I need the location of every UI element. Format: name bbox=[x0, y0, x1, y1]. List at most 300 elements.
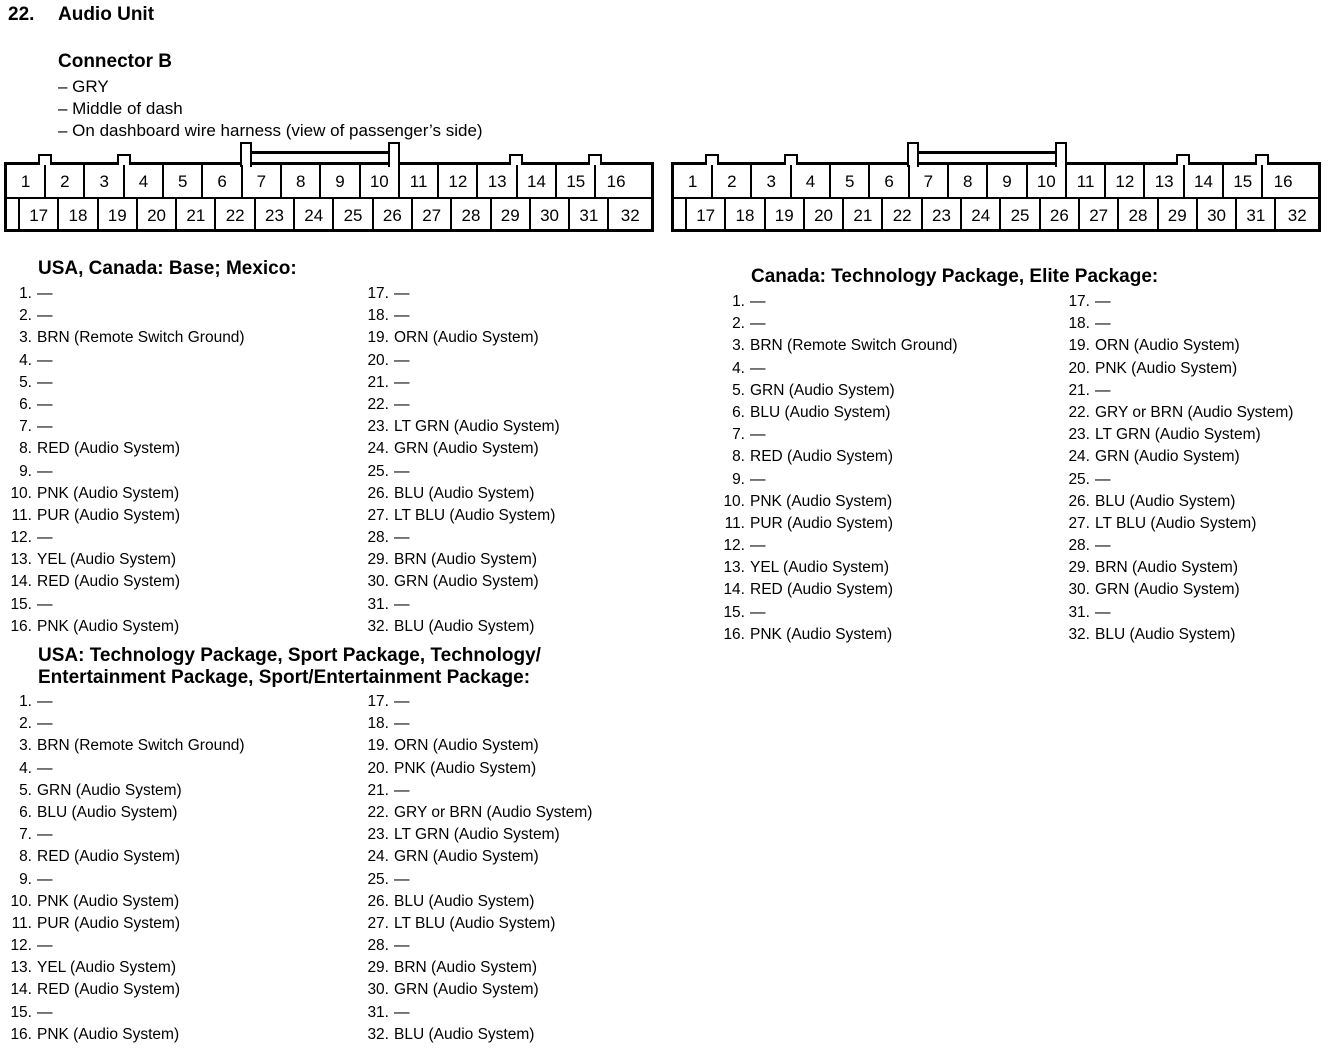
pin-number: 21. bbox=[1068, 381, 1090, 399]
pin-entry bbox=[357, 461, 560, 483]
connector-pin: 9 bbox=[321, 165, 360, 197]
pin-entry bbox=[0, 483, 245, 505]
connector-blank-cell bbox=[7, 199, 20, 231]
connector-pin: 13 bbox=[479, 165, 518, 197]
connector-pin: 17 bbox=[687, 199, 726, 231]
connector-pin: 25 bbox=[1001, 199, 1040, 231]
pin-number: 12. bbox=[10, 937, 32, 955]
pin-number: 23. bbox=[367, 418, 389, 436]
pin-list-canada-tech-left bbox=[713, 291, 958, 646]
connector-harness: – On dashboard wire harness (view of passenger’s side) bbox=[58, 121, 483, 140]
pin-entry bbox=[1058, 424, 1293, 446]
pin-entry bbox=[357, 691, 592, 713]
pin-number: 5. bbox=[732, 381, 745, 399]
pin-entry bbox=[357, 913, 592, 935]
section-title-line: Entertainment Package, Sport/Entertainment Package: bbox=[38, 667, 531, 688]
connector-pin: 8 bbox=[949, 165, 988, 197]
pin-number: 29. bbox=[1068, 559, 1090, 577]
pin-number: 25. bbox=[1068, 470, 1090, 488]
connector-tab bbox=[509, 154, 523, 165]
pin-entry bbox=[1058, 513, 1293, 535]
pin-number: 9. bbox=[19, 870, 32, 888]
pin-entry bbox=[357, 869, 592, 891]
pin-entry bbox=[357, 594, 560, 616]
pin-wire: LT GRN (Audio System) bbox=[394, 826, 560, 844]
pin-entry bbox=[713, 402, 958, 424]
pin-entry bbox=[1058, 491, 1293, 513]
pin-wire: PNK (Audio System) bbox=[37, 617, 180, 635]
pin-number: 13. bbox=[723, 559, 745, 577]
pin-wire: — bbox=[394, 781, 410, 799]
pin-entry bbox=[1058, 579, 1293, 601]
connector-pin: 20 bbox=[138, 199, 177, 231]
pin-entry bbox=[1058, 402, 1293, 424]
pin-number: 1. bbox=[19, 285, 32, 302]
connector-pin: 2 bbox=[46, 165, 85, 197]
pin-entry bbox=[0, 735, 245, 757]
pin-wire: — bbox=[750, 537, 766, 555]
pin-entry bbox=[0, 394, 245, 416]
pin-entry bbox=[0, 616, 245, 638]
connector-tab bbox=[117, 154, 131, 165]
pin-entry bbox=[713, 291, 958, 313]
pin-wire: GRY or BRN (Audio System) bbox=[394, 803, 593, 821]
connector-pin: 10 bbox=[361, 165, 400, 197]
pin-wire: PNK (Audio System) bbox=[37, 892, 180, 910]
section-title-base bbox=[38, 258, 297, 280]
pin-wire: — bbox=[394, 395, 410, 413]
pin-number: 13. bbox=[10, 551, 32, 569]
connector-pin: 5 bbox=[831, 165, 870, 197]
connector-pin: 3 bbox=[86, 165, 125, 197]
pin-number: 16. bbox=[10, 1025, 32, 1043]
pin-number: 15. bbox=[10, 595, 32, 613]
connector-pin: 13 bbox=[1146, 165, 1185, 197]
pin-entry bbox=[1058, 624, 1293, 646]
pin-number: 28. bbox=[1068, 537, 1090, 555]
pin-entry bbox=[713, 313, 958, 335]
pin-wire: LT BLU (Audio System) bbox=[394, 506, 556, 524]
pin-number: 24. bbox=[1068, 448, 1090, 466]
pin-number: 19. bbox=[367, 329, 389, 347]
pin-number: 11. bbox=[11, 914, 32, 932]
pin-entry bbox=[0, 327, 245, 349]
pin-entry bbox=[357, 305, 560, 327]
pin-number: 3. bbox=[732, 337, 745, 355]
connector-location: – Middle of dash bbox=[58, 99, 183, 118]
pin-number: 13. bbox=[10, 959, 32, 977]
pin-entry bbox=[0, 505, 245, 527]
pin-entry bbox=[357, 891, 592, 913]
connector-pin: 18 bbox=[726, 199, 765, 231]
pin-wire: BLU (Audio System) bbox=[394, 892, 535, 910]
pin-wire: GRY or BRN (Audio System) bbox=[1095, 403, 1294, 421]
pin-entry bbox=[357, 527, 560, 549]
pin-entry bbox=[1058, 313, 1293, 335]
pin-entry bbox=[357, 350, 560, 372]
pin-number: 15. bbox=[10, 1003, 32, 1021]
pin-wire: — bbox=[1095, 381, 1111, 399]
connector-pin: 14 bbox=[1185, 165, 1224, 197]
pin-wire: YEL (Audio System) bbox=[37, 551, 176, 569]
pin-wire: GRN (Audio System) bbox=[37, 781, 182, 799]
pin-wire: — bbox=[394, 693, 410, 710]
pin-wire: — bbox=[1095, 537, 1111, 555]
pin-entry bbox=[0, 691, 245, 713]
connector-pin: 30 bbox=[1198, 199, 1237, 231]
pin-number: 23. bbox=[1068, 426, 1090, 444]
pin-wire: — bbox=[394, 1003, 410, 1021]
pin-wire: PNK (Audio System) bbox=[394, 759, 537, 777]
connector-pin: 23 bbox=[256, 199, 295, 231]
pin-entry bbox=[357, 758, 592, 780]
pin-wire: — bbox=[394, 285, 410, 302]
pin-entry bbox=[713, 513, 958, 535]
pin-number: 12. bbox=[10, 529, 32, 547]
pin-wire: — bbox=[394, 351, 410, 369]
pin-wire: — bbox=[1095, 293, 1111, 310]
pin-number: 24. bbox=[367, 440, 389, 458]
pin-number: 32. bbox=[1068, 625, 1090, 643]
pin-wire: ORN (Audio System) bbox=[394, 329, 539, 347]
pin-entry bbox=[0, 416, 245, 438]
connector-pin: 26 bbox=[1041, 199, 1080, 231]
pin-number: 4. bbox=[732, 359, 745, 377]
pin-wire: RED (Audio System) bbox=[750, 581, 893, 599]
connector-pin: 29 bbox=[1159, 199, 1198, 231]
pin-entry bbox=[0, 935, 245, 957]
connector-pin: 30 bbox=[531, 199, 570, 231]
pin-entry bbox=[0, 957, 245, 979]
connector-pin: 7 bbox=[243, 165, 282, 197]
pin-entry bbox=[0, 802, 245, 824]
pin-wire: BLU (Audio System) bbox=[394, 1025, 535, 1043]
pin-number: 10. bbox=[10, 892, 32, 910]
pin-number: 30. bbox=[1068, 581, 1090, 599]
pin-wire: BRN (Audio System) bbox=[394, 551, 537, 569]
pin-number: 22. bbox=[367, 395, 389, 413]
pin-wire: PNK (Audio System) bbox=[1095, 359, 1238, 377]
connector-pin: 16 bbox=[1273, 172, 1293, 191]
pin-entry bbox=[0, 372, 245, 394]
pin-number: 8. bbox=[19, 848, 32, 866]
pin-number: 30. bbox=[367, 981, 389, 999]
pin-list-base-left bbox=[0, 283, 245, 638]
pin-wire: GRN (Audio System) bbox=[750, 381, 895, 399]
pin-entry bbox=[0, 869, 245, 891]
connector-blank-cell bbox=[674, 199, 687, 231]
pin-wire: RED (Audio System) bbox=[750, 448, 893, 466]
pin-number: 12. bbox=[723, 537, 745, 555]
connector-pin: 12 bbox=[439, 165, 478, 197]
pin-number: 7. bbox=[19, 826, 32, 844]
pin-wire: BLU (Audio System) bbox=[1095, 625, 1236, 643]
connector-tab bbox=[38, 154, 52, 165]
pin-wire: BRN (Remote Switch Ground) bbox=[37, 737, 245, 755]
connector-latch-bar bbox=[250, 151, 388, 154]
pin-wire: BLU (Audio System) bbox=[394, 617, 535, 635]
connector-pin: 5 bbox=[164, 165, 203, 197]
pin-entry bbox=[0, 824, 245, 846]
pin-wire: — bbox=[37, 937, 53, 955]
pin-number: 23. bbox=[367, 826, 389, 844]
connector-pin: 11 bbox=[1067, 165, 1106, 197]
connector-tab bbox=[1255, 154, 1269, 165]
pin-entry bbox=[1058, 335, 1293, 357]
pin-wire: — bbox=[37, 351, 53, 369]
pin-entry bbox=[357, 802, 592, 824]
pin-wire: GRN (Audio System) bbox=[394, 440, 539, 458]
pin-number: 17. bbox=[1068, 293, 1090, 310]
pin-entry bbox=[357, 935, 592, 957]
pin-wire: PNK (Audio System) bbox=[37, 484, 180, 502]
pin-entry bbox=[357, 713, 592, 735]
pin-entry bbox=[0, 780, 245, 802]
pin-wire: BLU (Audio System) bbox=[1095, 492, 1236, 510]
pin-wire: — bbox=[394, 307, 410, 325]
connector-pin: 12 bbox=[1106, 165, 1145, 197]
pin-entry bbox=[0, 594, 245, 616]
pin-number: 31. bbox=[367, 595, 389, 613]
pin-entry bbox=[357, 571, 560, 593]
pin-number: 11. bbox=[724, 514, 745, 532]
pin-number: 14. bbox=[10, 573, 32, 591]
pin-number: 7. bbox=[732, 426, 745, 444]
connector-latch bbox=[388, 142, 400, 167]
pin-wire: — bbox=[750, 603, 766, 621]
connector-diagram-left bbox=[4, 142, 654, 232]
connector-pin: 7 bbox=[910, 165, 949, 197]
pin-number: 22. bbox=[1068, 403, 1090, 421]
pin-wire: PUR (Audio System) bbox=[750, 514, 893, 532]
pin-wire: PNK (Audio System) bbox=[750, 625, 893, 643]
connector-tab bbox=[1176, 154, 1190, 165]
pin-wire: — bbox=[394, 529, 410, 547]
pin-number: 5. bbox=[19, 373, 32, 391]
connector-pin: 3 bbox=[753, 165, 792, 197]
connector-pin: 15 bbox=[1224, 165, 1263, 197]
pin-entry bbox=[0, 461, 245, 483]
pin-wire: — bbox=[37, 693, 53, 710]
connector-pin: 23 bbox=[923, 199, 962, 231]
pin-wire: — bbox=[37, 462, 53, 480]
pin-wire: BRN (Audio System) bbox=[1095, 559, 1238, 577]
pin-number: 16. bbox=[723, 625, 745, 643]
pin-list-base-right bbox=[357, 283, 560, 638]
connector-pin: 9 bbox=[988, 165, 1027, 197]
connector-pin: 19 bbox=[99, 199, 138, 231]
pin-wire: PUR (Audio System) bbox=[37, 506, 180, 524]
pin-entry bbox=[713, 335, 958, 357]
connector-pin: 21 bbox=[844, 199, 883, 231]
pin-wire: BRN (Remote Switch Ground) bbox=[750, 337, 958, 355]
pin-entry bbox=[0, 979, 245, 1001]
pin-wire: — bbox=[394, 462, 410, 480]
pin-entry bbox=[713, 535, 958, 557]
pin-wire: YEL (Audio System) bbox=[37, 959, 176, 977]
pin-list-canada-tech-right bbox=[1058, 291, 1293, 646]
pin-wire: — bbox=[37, 529, 53, 547]
pin-wire: — bbox=[750, 293, 766, 310]
connector-color: – GRY bbox=[58, 77, 109, 96]
pin-wire: BLU (Audio System) bbox=[394, 484, 535, 502]
pin-wire: RED (Audio System) bbox=[37, 848, 180, 866]
pin-entry bbox=[0, 713, 245, 735]
pin-entry bbox=[357, 394, 560, 416]
pin-number: 15. bbox=[723, 603, 745, 621]
pin-number: 29. bbox=[367, 551, 389, 569]
pin-entry bbox=[0, 571, 245, 593]
pin-number: 25. bbox=[367, 462, 389, 480]
connector-diagram-right bbox=[671, 142, 1321, 232]
pin-number: 17. bbox=[367, 285, 389, 302]
pin-entry bbox=[713, 579, 958, 601]
pin-number: 27. bbox=[367, 506, 389, 524]
pin-number: 6. bbox=[19, 803, 32, 821]
connector-pin: 24 bbox=[962, 199, 1001, 231]
pin-entry bbox=[1058, 446, 1293, 468]
pin-wire: — bbox=[37, 307, 53, 325]
pin-number: 4. bbox=[19, 351, 32, 369]
connector-pin: 11 bbox=[400, 165, 439, 197]
pin-entry bbox=[0, 438, 245, 460]
pin-number: 14. bbox=[723, 581, 745, 599]
pin-wire: — bbox=[394, 870, 410, 888]
pin-wire: — bbox=[394, 715, 410, 733]
pin-entry bbox=[713, 491, 958, 513]
pin-wire: — bbox=[394, 373, 410, 391]
pin-number: 18. bbox=[367, 715, 389, 733]
pin-wire: — bbox=[37, 285, 53, 302]
connector-pin: 6 bbox=[871, 165, 910, 197]
pin-number: 4. bbox=[19, 759, 32, 777]
pin-number: 2. bbox=[732, 315, 745, 333]
section-title-canada-tech bbox=[751, 266, 1158, 288]
pin-entry bbox=[357, 438, 560, 460]
pin-wire: LT BLU (Audio System) bbox=[394, 914, 556, 932]
pin-entry bbox=[357, 416, 560, 438]
pin-entry bbox=[713, 424, 958, 446]
pin-entry bbox=[713, 446, 958, 468]
connector-pin: 19 bbox=[766, 199, 805, 231]
pin-entry bbox=[357, 1002, 592, 1024]
pin-entry bbox=[357, 979, 592, 1001]
pin-wire: ORN (Audio System) bbox=[1095, 337, 1240, 355]
pin-number: 22. bbox=[367, 803, 389, 821]
pin-wire: BRN (Audio System) bbox=[394, 959, 537, 977]
pin-wire: PNK (Audio System) bbox=[37, 1025, 180, 1043]
pin-number: 26. bbox=[367, 892, 389, 910]
connector-pin: 22 bbox=[217, 199, 256, 231]
pin-entry bbox=[357, 505, 560, 527]
pin-wire: RED (Audio System) bbox=[37, 981, 180, 999]
pin-entry bbox=[0, 527, 245, 549]
pin-number: 20. bbox=[367, 759, 389, 777]
pin-entry bbox=[357, 327, 560, 349]
pin-number: 2. bbox=[19, 715, 32, 733]
pin-wire: — bbox=[1095, 603, 1111, 621]
pin-wire: — bbox=[37, 870, 53, 888]
pin-number: 11. bbox=[11, 506, 32, 524]
pin-entry bbox=[357, 283, 560, 305]
pin-entry bbox=[1058, 557, 1293, 579]
pin-number: 17. bbox=[367, 693, 389, 710]
connector-pin: 18 bbox=[59, 199, 98, 231]
pin-entry bbox=[713, 358, 958, 380]
pin-wire: GRN (Audio System) bbox=[1095, 581, 1240, 599]
pin-number: 32. bbox=[367, 1025, 389, 1043]
pin-wire: LT GRN (Audio System) bbox=[1095, 426, 1261, 444]
connector-title: Connector B bbox=[58, 51, 172, 72]
pin-number: 1. bbox=[732, 293, 745, 310]
pin-number: 30. bbox=[367, 573, 389, 591]
pin-number: 21. bbox=[367, 781, 389, 799]
pin-wire: GRN (Audio System) bbox=[1095, 448, 1240, 466]
pin-wire: GRN (Audio System) bbox=[394, 981, 539, 999]
pin-entry bbox=[357, 549, 560, 571]
pin-number: 2. bbox=[19, 307, 32, 325]
pin-entry bbox=[0, 1024, 245, 1046]
pin-number: 18. bbox=[367, 307, 389, 325]
pin-number: 8. bbox=[19, 440, 32, 458]
pin-entry bbox=[1058, 380, 1293, 402]
pin-entry bbox=[0, 891, 245, 913]
pin-number: 10. bbox=[10, 484, 32, 502]
pin-entry bbox=[357, 483, 560, 505]
pin-number: 14. bbox=[10, 981, 32, 999]
connector-latch bbox=[907, 142, 919, 167]
pin-number: 21. bbox=[367, 373, 389, 391]
connector-pin: 1 bbox=[7, 165, 46, 197]
connector-pin: 27 bbox=[1080, 199, 1119, 231]
connector-pin: 28 bbox=[452, 199, 491, 231]
pin-entry bbox=[713, 557, 958, 579]
pin-wire: — bbox=[37, 826, 53, 844]
pin-wire: RED (Audio System) bbox=[37, 573, 180, 591]
pin-wire: PNK (Audio System) bbox=[750, 492, 893, 510]
pin-wire: GRN (Audio System) bbox=[394, 848, 539, 866]
pin-wire: — bbox=[750, 470, 766, 488]
pin-number: 8. bbox=[732, 448, 745, 466]
connector-pin: 6 bbox=[204, 165, 243, 197]
pin-number: 3. bbox=[19, 737, 32, 755]
pin-number: 6. bbox=[732, 403, 745, 421]
pin-entry bbox=[713, 602, 958, 624]
pin-entry bbox=[1058, 291, 1293, 313]
pin-number: 9. bbox=[732, 470, 745, 488]
connector-pin: 14 bbox=[518, 165, 557, 197]
pin-number: 18. bbox=[1068, 315, 1090, 333]
pin-entry bbox=[0, 305, 245, 327]
pin-wire: — bbox=[37, 595, 53, 613]
pin-wire: YEL (Audio System) bbox=[750, 559, 889, 577]
pin-wire: — bbox=[37, 395, 53, 413]
connector-pin: 1 bbox=[674, 165, 713, 197]
section-title-line: USA, Canada: Base; Mexico: bbox=[38, 258, 297, 279]
pin-wire: — bbox=[750, 359, 766, 377]
pin-wire: — bbox=[37, 715, 53, 733]
pin-entry bbox=[713, 469, 958, 491]
section-title-line: Canada: Technology Package, Elite Package: bbox=[751, 266, 1159, 287]
pin-entry bbox=[713, 624, 958, 646]
pin-entry bbox=[357, 957, 592, 979]
connector-pin: 27 bbox=[413, 199, 452, 231]
pin-wire: — bbox=[1095, 470, 1111, 488]
pin-entry bbox=[357, 616, 560, 638]
pin-number: 31. bbox=[1068, 603, 1090, 621]
section-number: 22. bbox=[8, 4, 35, 25]
pin-number: 20. bbox=[367, 351, 389, 369]
